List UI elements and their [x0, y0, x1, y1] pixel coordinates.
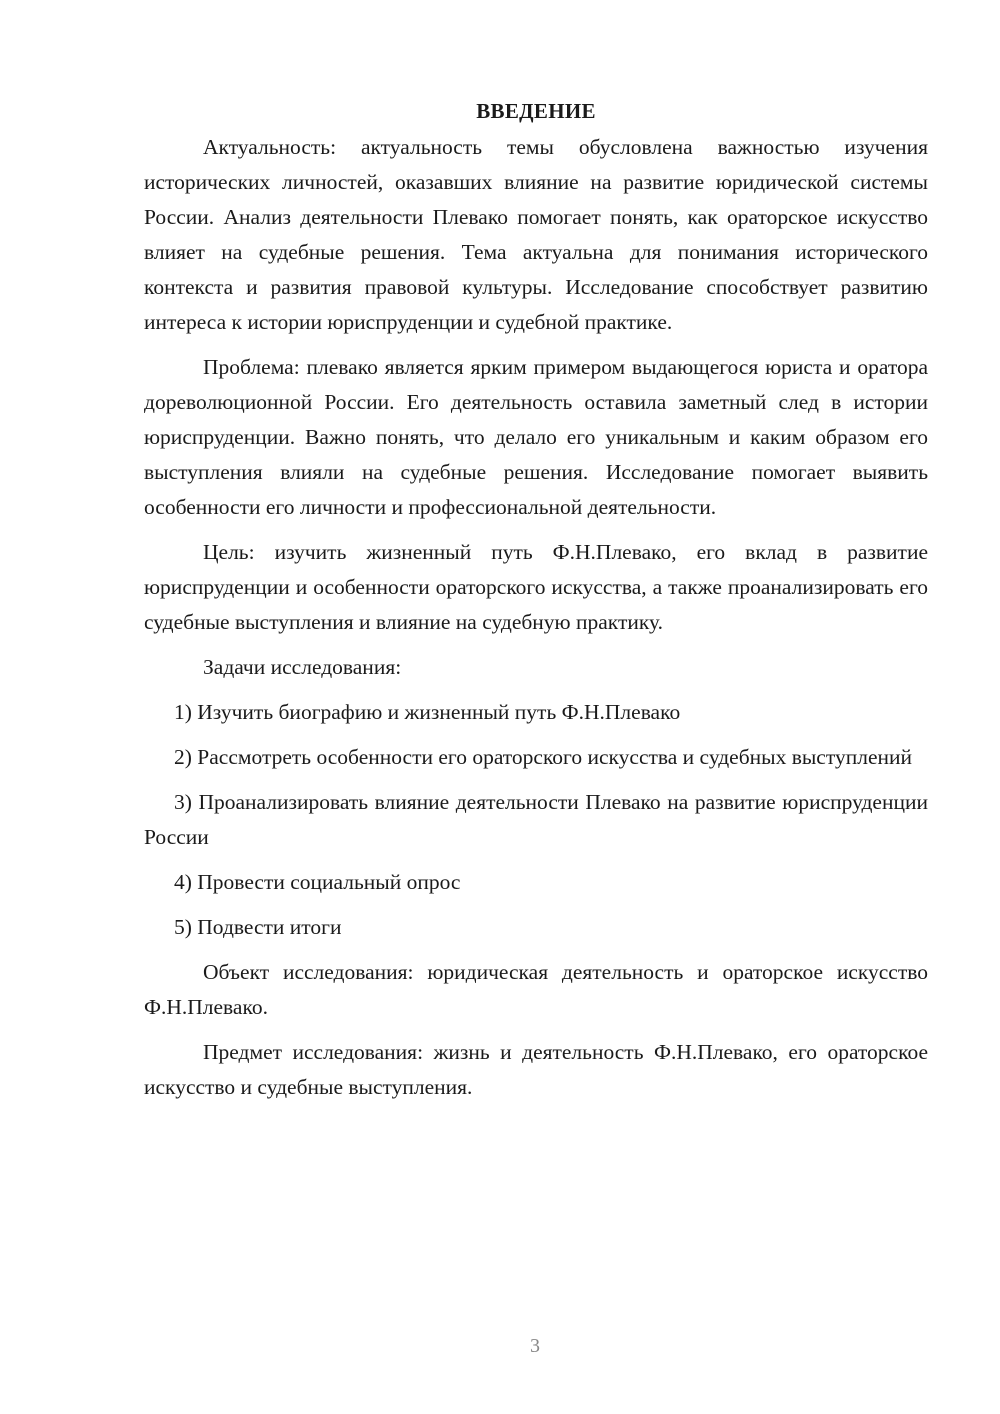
- list-item: 1) Изучить биографию и жизненный путь Ф.Н.Плевако: [174, 700, 681, 724]
- list-item: 2) Рассмотреть особенности его ораторского искусства и судебных выступлений: [174, 745, 913, 769]
- document-page: [144, 92, 928, 1115]
- list-item: 5) Подвести итоги: [174, 915, 342, 939]
- paragraph-subject: Предмет исследования: жизнь и деятельность Ф.Н.Плевако, его ораторское искусство и судебные выступления.: [144, 1040, 928, 1099]
- paragraph-goal: Цель: изучить жизненный путь Ф.Н.Плевако, его вклад в развитие юриспруденции и особенности ораторского искусства, а также проанализировать его судебные выступления и влияние на судебную практику.: [144, 540, 928, 634]
- paragraph-object: Объект исследования: юридическая деятельность и ораторское искусство Ф.Н.Плевако.: [144, 960, 928, 1019]
- tasks-list: [144, 695, 928, 945]
- list-item: 4) Провести социальный опрос: [174, 870, 461, 894]
- list-item: 3) Проанализировать влияние деятельности Плевако на развитие юриспруденции России: [144, 790, 928, 849]
- tasks-heading: Задачи исследования:: [203, 655, 402, 679]
- paragraph-relevance: Актуальность: актуальность темы обусловлена важностью изучения исторических личностей, оказавших влияние на развитие юридической системы России. Анализ деятельности Плевако помогает понять, как ораторское искусство влияет на судебные решения. Тема актуальна для понимания исторического контекста и развития правовой культуры. Исследование способствует развитию интереса к истории юриспруденции и судебной практике.: [144, 135, 928, 334]
- paragraph-problem: Проблема: плевако является ярким примером выдающегося юриста и оратора дореволюционной России. Его деятельность оставила заметный след в истории юриспруденции. Важно понять, что делало его уникальным и каким образом его выступления влияли на судебные решения. Исследование помогает выявить особенности его личности и профессиональной деятельности.: [144, 355, 928, 519]
- page-number: 3: [530, 1335, 540, 1357]
- section-title: ВВЕДЕНИЕ: [476, 99, 596, 123]
